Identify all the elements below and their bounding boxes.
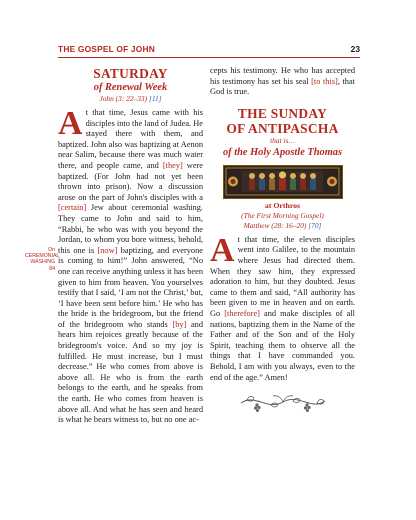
margin-note-line: 84 <box>49 265 55 272</box>
reading-subheading: of Renewal Week <box>93 82 168 93</box>
header-rule <box>58 57 360 58</box>
margin-note-line: CEREMONIAL <box>25 253 60 260</box>
reading-reference-right <box>210 221 355 231</box>
feast-heading-line1: THE SUNDAY <box>237 105 328 121</box>
continued-text <box>210 66 355 98</box>
margin-note-line: WASHING <box>30 259 55 266</box>
page-number: 23 <box>350 44 360 54</box>
text-run: were baptized. (For John had not yet been thrown into prison). Now a discussion arose on the part of John's disciples with a <box>58 160 204 202</box>
margin-note-line: On <box>48 247 55 253</box>
reference-text: Matthew (28: 16–20) <box>243 220 307 230</box>
reading-heading: SATURDAY <box>93 66 168 81</box>
bracketed-insertion: [certain] <box>58 203 87 213</box>
feast-name: of the Holy Apostle Thomas <box>222 146 343 158</box>
feast-heading-line2: OF ANTIPASCHA <box>226 120 339 136</box>
reference-text: John (3: 22–33) <box>99 94 148 103</box>
gospel-text <box>58 105 204 426</box>
bracketed-insertion: [by] <box>172 319 187 329</box>
text-run: Jew about ceremonial washing. They came to John and said to him, “Rabbi, he who was with you beyond the Jordan, to whom you bore witness, behold, this one is <box>58 203 203 255</box>
bracketed-insertion: [to this] <box>311 76 338 86</box>
byzantine-icon-frieze-icon <box>224 166 341 197</box>
right-column <box>210 66 355 415</box>
text-run: and make disciples of all nations, baptizing them in the Name of the Father and of the Son and of the Holy Spirit, teaching them to observe all the things that I have commanded you. Behold, I am with you always, even to the end of the age.” Amen! <box>210 308 355 382</box>
grapevine-ornament-icon <box>237 389 329 415</box>
margin-note <box>25 247 60 272</box>
drop-cap: A <box>58 105 83 142</box>
drop-cap: A <box>210 231 235 269</box>
icon-ornament <box>223 165 343 199</box>
text-run: t that time, Jesus came with his disciples into the land of Judea. He stayed there with them, and baptized. John also was baptizing at Aenon near Salim, because there was much water there, and people came, and <box>58 108 203 170</box>
text-run: , that God is true. <box>210 76 355 97</box>
gospel-ordinal: (The First Morning Gospel) <box>241 210 324 220</box>
running-head <box>58 44 360 56</box>
text-run: and hears him rejoices greatly because of the bridegroom's voice. And so my joy is fulfilled. He must increase, but I must decrease.” He who comes from above is above all. He who is from the earth belongs to the earth, and he speaks from the earth. He who comes from heaven is above all. And what he has seen and heard is what he bears witness to, but no one ac- <box>58 319 203 425</box>
bracketed-insertion: [therefore] <box>224 308 260 318</box>
reference-number: [11] <box>148 94 162 103</box>
bracketed-insertion: [they] <box>162 160 183 170</box>
reading-reference <box>58 94 203 104</box>
service-label: at Orthros <box>264 200 301 210</box>
bracketed-insertion: [now] <box>97 245 118 255</box>
text-run: cepts his testimony. He who has accepted his testimony has set his seal <box>210 66 355 86</box>
running-title: THE GOSPEL OF JOHN <box>58 44 155 54</box>
gospel-text-right <box>210 231 355 383</box>
text-run: baptizing, and everyone is coming to him!” John answered, “No one can receive anything unless it has been given to him from heaven. You yourselves testify that I said, ‘I am not the Christ,’ but, ‘I have been sent before him.’ He who has the bride is the bridegroom, but the friend of the bridegroom who stands <box>58 245 203 329</box>
that-is-label: that is… <box>270 135 295 145</box>
text-run: t that time, the eleven disciples went into Galilee, to the mountain where Jesus had directed them. When they saw him, they expressed adoration to him, but they doubted. Jesus came to them and said, “All authority has been given to me in heaven and on earth. Go <box>210 234 355 318</box>
left-column <box>58 66 203 426</box>
reference-number: [70] <box>308 220 322 230</box>
